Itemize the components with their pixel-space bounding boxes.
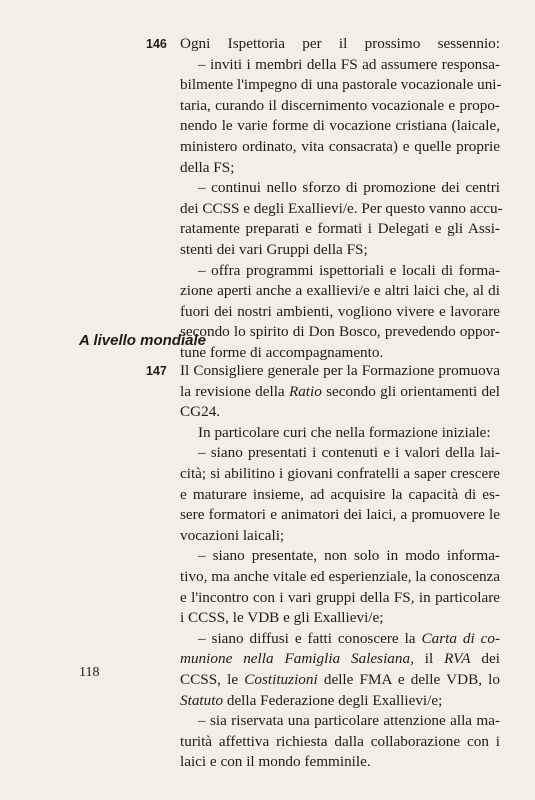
text-line: – inviti i membri della FS ad assumere responsa-: [198, 55, 500, 73]
article-number-146: 146: [146, 37, 167, 51]
text-line: secondo lo spirito di Don Bosco, prevedendo oppor-: [180, 323, 500, 341]
text-line: nendo le varie forme di vocazione cristiana (laicale,: [180, 117, 500, 135]
text-line: – sia riservata una particolare attenzione alla ma-: [198, 712, 500, 730]
text-line: stenti dei vari Gruppi della FS;: [180, 240, 368, 258]
text-line: munione nella Famiglia Salesiana, il RVA dei: [180, 650, 500, 668]
text-line: Ogni Ispettoria per il prossimo sessennio:: [180, 35, 500, 52]
text-line: i CCSS, le VDB e gli Exallievi/e;: [180, 609, 384, 627]
text-line: – siano diffusi e fatti conoscere la Carta di co-: [198, 629, 500, 647]
text-line: Il Consigliere generale per la Formazione promuova: [180, 362, 500, 379]
text-line: – siano presentati i contenuti e i valori della lai-: [198, 444, 500, 462]
article-number-147: 147: [146, 364, 167, 378]
text-line: turità affettiva richiesta dalla collaborazione con i: [180, 732, 500, 750]
text-line: In particolare curi che nella formazione iniziale:: [198, 423, 491, 441]
text-line: e l'incontro con i vari gruppi della FS, in particolare: [180, 588, 500, 606]
text-line: – offra programmi ispettoriali e locali di forma-: [198, 261, 500, 279]
text-line: CCSS, le Costituzioni delle FMA e delle VDB, lo: [180, 670, 500, 688]
article-146-text: [180, 34, 503, 364]
text-line: ministero ordinato, vita consacrata) e quelle proprie: [180, 137, 500, 155]
text-line: sere formatori e animatori dei laici, a promuovere le: [180, 506, 500, 524]
text-line: tivo, ma anche vitale ed esperienziale, la conoscenza: [180, 567, 501, 585]
section-heading: A livello mondiale: [79, 332, 206, 349]
text-line: ratamente preparati e formati i Delegati e gli Assi-: [180, 220, 500, 238]
text-line: laici e con il mondo femminile.: [180, 753, 371, 771]
text-line: dei CCSS e degli Exallievi/e. Per questo vanno accu-: [180, 199, 503, 217]
text-line: bilmente l'impegno di una pastorale vocazionale uni-: [180, 76, 502, 94]
text-line: zione aperti anche a exallievi/e e altri laici che, al di: [180, 282, 500, 300]
text-line: della FS;: [180, 158, 235, 176]
text-line: la revisione della Ratio secondo gli orientamenti del: [180, 382, 500, 400]
text-line: cità; si abilitino i giovani confratelli a saper crescere: [180, 464, 500, 482]
text-line: Statuto della Federazione degli Exallievi/e;: [180, 691, 443, 709]
text-line: e maturare insieme, ad acquisire la capacità di es-: [180, 485, 500, 503]
text-line: fuori dei nostri ambienti, vogliono vivere e lavorare: [180, 302, 500, 320]
text-line: taria, curando il discernimento vocazionale e propo-: [180, 96, 500, 114]
text-line: – continui nello sforzo di promozione dei centri: [198, 179, 500, 197]
text-line: tune forme di accompagnamento.: [180, 343, 384, 361]
text-line: – siano presentate, non solo in modo informa-: [198, 547, 500, 565]
page-number: 118: [79, 665, 100, 680]
article-147-text: [180, 361, 500, 773]
text-line: vocazioni laicali;: [180, 526, 285, 544]
text-line: CG24.: [180, 403, 221, 421]
